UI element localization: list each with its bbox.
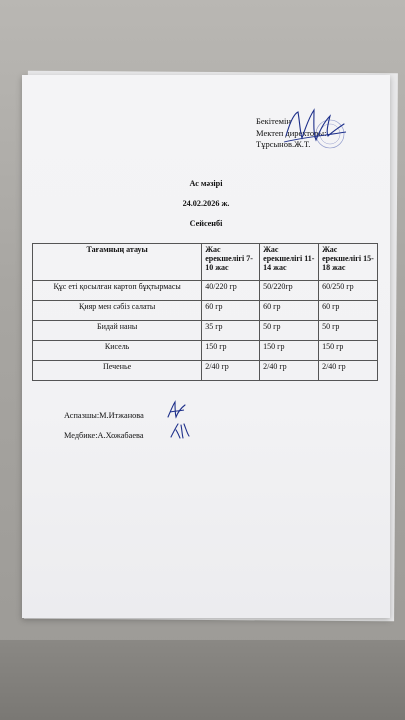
- dish-name: Печенье: [33, 361, 202, 381]
- menu-title: Ас мәзірі: [189, 179, 223, 188]
- approval-line-1: Бекітемін: [256, 116, 291, 126]
- column-header-dish: Тағамның атауы: [33, 244, 202, 281]
- menu-table: [32, 243, 378, 381]
- portion-7-10: 35 гр: [202, 321, 260, 341]
- cook-line: Аспазшы:М.Итжанова: [64, 411, 144, 420]
- approval-line-2: Мектеп директоры:: [256, 127, 327, 138]
- portion-15-18: 150 гр: [319, 341, 378, 361]
- approval-line-3: Тұрсынов.Ж.Т.: [256, 139, 311, 149]
- staff-block: [64, 406, 144, 446]
- menu-weekday: Сейсенбі: [189, 219, 223, 228]
- portion-7-10: 60 гр: [202, 301, 260, 321]
- dish-name: Бидай наны: [33, 321, 202, 341]
- dish-name: Құс еті қосылған картоп бұқтырмасы: [33, 281, 202, 301]
- table-row: [33, 301, 378, 321]
- portion-11-14: 50/220гр: [260, 281, 319, 301]
- table-row: [33, 361, 378, 381]
- cook-signature-icon: [165, 400, 187, 420]
- portion-11-14: 60 гр: [260, 301, 319, 321]
- portion-11-14: 2/40 гр: [260, 361, 319, 381]
- table-row: [33, 341, 378, 361]
- desk-edge: [0, 640, 405, 720]
- nurse-line: Медбике:А.Хожабаева: [64, 431, 144, 440]
- dish-name: Қияр мен сәбіз салаты: [33, 301, 202, 321]
- portion-15-18: 50 гр: [319, 321, 378, 341]
- portion-11-14: 150 гр: [260, 341, 319, 361]
- table-header-row: [33, 244, 378, 281]
- portion-7-10: 40/220 гр: [202, 281, 260, 301]
- portion-7-10: 150 гр: [202, 341, 260, 361]
- dish-name: Кисель: [33, 341, 202, 361]
- table-row: [33, 281, 378, 301]
- column-header-age-7-10: Жас ерекшелігі 7-10 жас: [202, 244, 260, 281]
- portion-15-18: 60/250 гр: [319, 281, 378, 301]
- menu-document: [22, 75, 390, 618]
- portion-11-14: 50 гр: [260, 321, 319, 341]
- portion-15-18: 60 гр: [319, 301, 378, 321]
- director-signature-icon: [280, 102, 350, 154]
- column-header-age-11-14: Жас ерекшелігі 11-14 жас: [260, 244, 319, 281]
- table-row: [33, 321, 378, 341]
- column-header-age-15-18: Жас ерекшелігі 15-18 жас: [319, 244, 378, 281]
- menu-date: 24.02.2026 ж.: [182, 199, 230, 208]
- portion-7-10: 2/40 гр: [202, 361, 260, 381]
- menu-title-block: [22, 178, 390, 238]
- portion-15-18: 2/40 гр: [319, 361, 378, 381]
- nurse-signature-icon: [169, 421, 191, 441]
